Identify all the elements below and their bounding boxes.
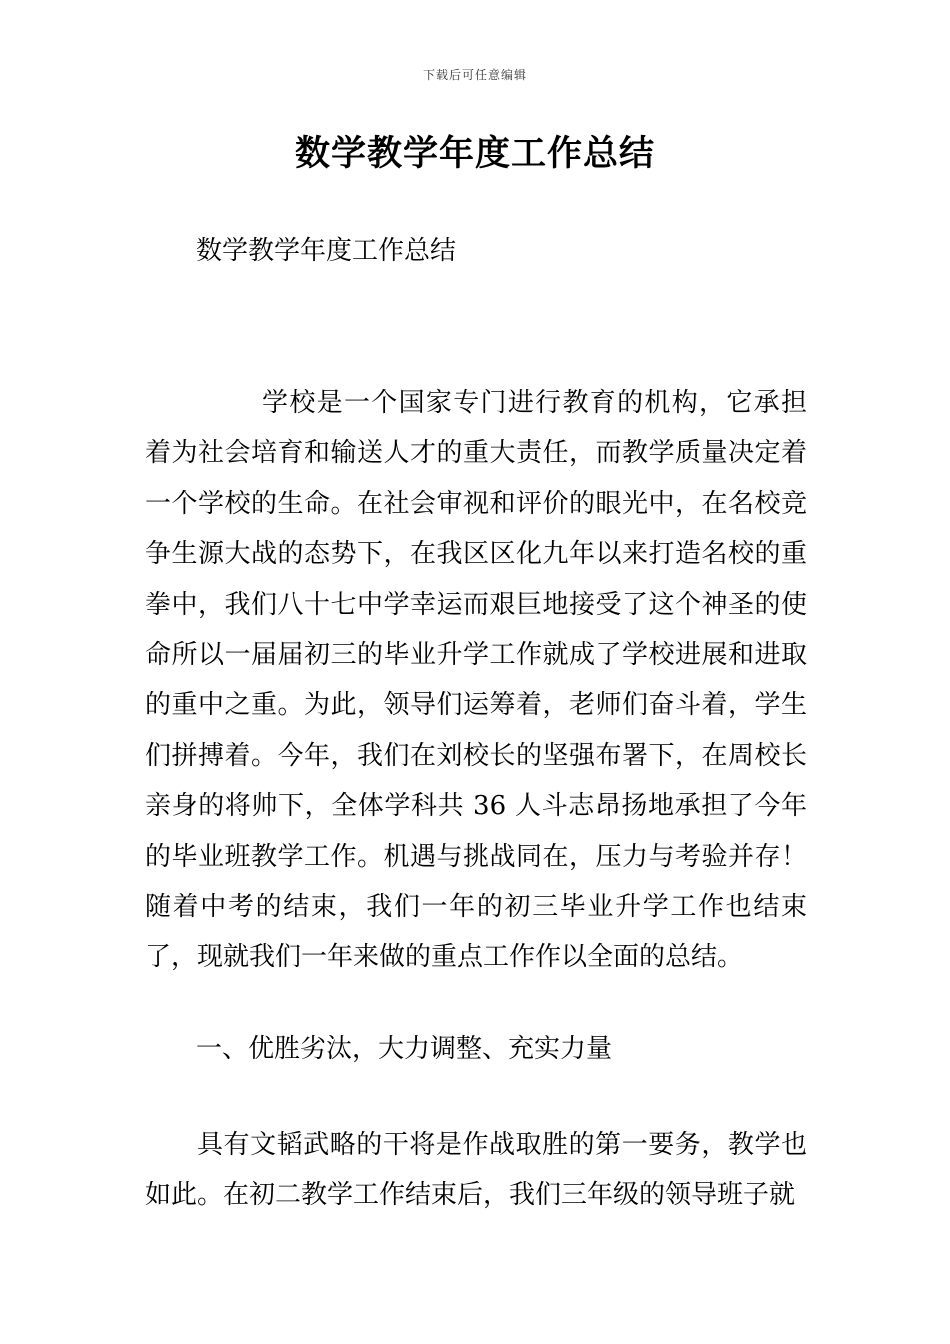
section-heading-1: 一、优胜劣汰，大力调整、充实力量 <box>196 1034 613 1064</box>
document-title: 数学教学年度工作总结 <box>294 134 655 174</box>
document-subtitle: 数学教学年度工作总结 <box>196 236 457 266</box>
body-paragraph-section-1: 具有文韬武略的干将是作战取胜的第一要务，教学也如此。在初二教学工作结束后，我们三年级的领导班子就 <box>145 1130 807 1211</box>
body-paragraph-intro: 学校是一个国家专门进行教育的机构，它承担着为社会培育和输送人才的重大责任，而教学质量决定着一个学校的生命。在社会审视和评价的眼光中，在名校竞争生源大战的态势下，在我区区化九年以来打造名校的重拳中，我们八十七中学幸运而艰巨地接受了这个神圣的使命所以一届届初三的毕业升学工作就成了学校进展和进取的重中之重。为此，领导们运筹着，老师们奋斗着，学生们拼搏着。今年，我们在刘校长的坚强布署下，在周校长亲身的将帅下，全体学科共 36 人斗志昂扬地承担了今年的毕业班教学工作。机遇与挑战同在，压力与考验并存！随着中考的结束，我们一年的初三毕业升学工作也结束了，现就我们一年来做的重点工作作以全面的总结。 <box>145 388 807 973</box>
header-note: 下载后可任意编辑 <box>422 68 527 82</box>
